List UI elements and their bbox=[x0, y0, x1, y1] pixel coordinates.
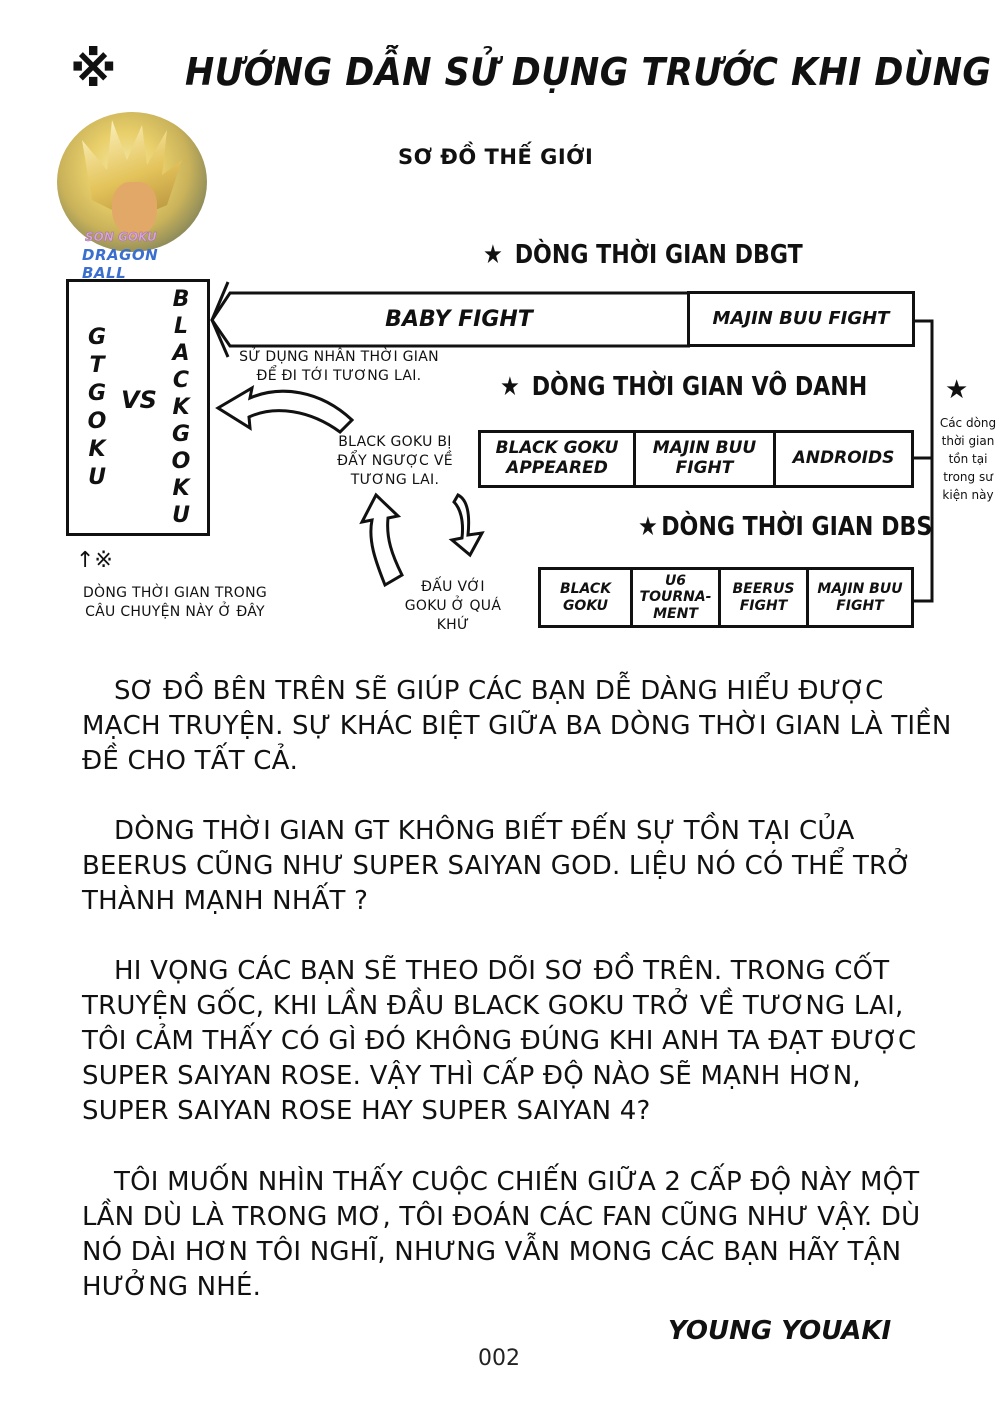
event-majin-buu-fight: MAJIN BUU FIGHT bbox=[817, 581, 903, 614]
body-paragraph-4: TÔI MUỐN NHÌN THẤY CUỘC CHIẾN GIỮA 2 CẤP ĐỘ NÀY MỘT LẦN DÙ LÀ TRONG MƠ, TÔI ĐOÁN CÁC FAN CŨNG NHƯ VẬY. DÙ NÓ DÀI HƠN TÔI NGHĨ, NHƯNG VẪN MONG CÁC BẠN HÃY TẬN HƯỞNG NHÉ. bbox=[82, 1167, 921, 1302]
body-paragraph-2: DÒNG THỜI GIAN GT KHÔNG BIẾT ĐẾN SỰ TỒN TẠI CỦA BEERUS CŨNG NHƯ SUPER SAIYAN GOD. LIỆU NÓ CÓ THỂ TRỞ THÀNH MẠNH NHẤT ? bbox=[82, 816, 912, 916]
timeline-dbgt-heading bbox=[483, 240, 803, 270]
timeline-dbs-label: DÒNG THỜI GIAN DBS bbox=[661, 512, 933, 542]
versus-left-label: G T G O K U bbox=[87, 325, 107, 490]
event-beerus-fight: BEERUS FIGHT bbox=[721, 570, 809, 625]
event-u6-tournament: U6 TOURNA-MENT bbox=[633, 570, 721, 625]
versus-label: VS bbox=[121, 386, 157, 414]
connector-bracket bbox=[914, 321, 932, 601]
story-marker-icon: ↑※ bbox=[76, 548, 113, 573]
event-black-goku: BLACK GOKU bbox=[541, 570, 633, 625]
event-majin-buu-fight: MAJIN BUU FIGHT bbox=[712, 307, 890, 329]
annotation-fight-past: ĐẤU VỚI GOKU Ở QUÁ KHỨ bbox=[404, 579, 502, 633]
event-baby-fight: BABY FIGHT bbox=[385, 307, 533, 332]
timeline-unnamed-heading bbox=[500, 372, 867, 402]
annotation-time-ring: SỬ DỤNG NHẪN THỜI GIAN ĐỂ ĐI TỚI TƯƠNG LAI. bbox=[239, 349, 439, 384]
body-paragraph-3: HI VỌNG CÁC BẠN SẼ THEO DÕI SƠ ĐỒ TRÊN. TRONG CỐT TRUYỆN GỐC, KHI LẦN ĐẦU BLACK GOKU TRỞ VỀ TƯƠNG LAI, TÔI CẢM THẤY CÓ GÌ ĐÓ KHÔNG ĐÚNG KHI ANH TA ĐẠT ĐƯỢC SUPER SAIYAN ROSE. VẬY THÌ CẤP ĐỘ NÀO SẼ MẠNH HƠN, SUPER SAIYAN ROSE HAY SUPER SAIYAN 4? bbox=[82, 956, 917, 1126]
logo-subtitle: SON GOKU bbox=[85, 230, 157, 244]
author-signature: YOUNG YOUAKI bbox=[668, 1316, 892, 1346]
timeline-unnamed-label: DÒNG THỜI GIAN VÔ DANH bbox=[531, 372, 868, 402]
logo-brand: DRAGON BALL bbox=[82, 246, 159, 282]
versus-box bbox=[66, 279, 210, 536]
event-majin-buu-fight: MAJIN BUU FIGHT bbox=[636, 433, 776, 485]
event-androids: ANDROIDS bbox=[792, 448, 895, 469]
timeline-unnamed-events bbox=[478, 430, 914, 488]
curved-arrow-down-icon bbox=[452, 495, 482, 555]
timeline-dbs-heading bbox=[638, 512, 932, 542]
world-map-title: SƠ ĐỒ THẾ GIỚI bbox=[398, 145, 594, 169]
body-paragraph-1: SƠ ĐỒ BÊN TRÊN SẼ GIÚP CÁC BẠN DỄ DÀNG HIỂU ĐƯỢC MẠCH TRUYỆN. SỰ KHÁC BIỆT GIỮA BA DÒNG THỜI GIAN LÀ TIỀN ĐỀ CHO TẤT CẢ. bbox=[82, 676, 952, 776]
star-icon: ★ bbox=[483, 240, 503, 270]
curved-arrow-up-icon bbox=[362, 495, 402, 585]
event-black-goku-appeared: BLACK GOKU APPEARED bbox=[481, 433, 636, 485]
side-note: Các dòng thời gian tồn tại trong sư kiện này bbox=[939, 416, 997, 502]
event-box-majin-buu-dbgt bbox=[687, 291, 915, 347]
timeline-dbgt-label: DÒNG THỜI GIAN DBGT bbox=[514, 240, 803, 270]
page-number: 002 bbox=[478, 1346, 520, 1371]
timeline-dbs-events bbox=[538, 567, 914, 628]
page-title: HƯỚNG DẪN SỬ DỤNG TRƯỚC KHI DÙNG bbox=[185, 50, 992, 94]
annotation-pushed-back: BLACK GOKU BỊ ĐẨY NGƯỢC VỀ TƯƠNG LAI. bbox=[337, 434, 453, 488]
annotation-story-timeline: DÒNG THỜI GIAN TRONG CÂU CHUYỆN NÀY Ở ĐÂY bbox=[82, 585, 268, 620]
reference-mark-icon: ※ bbox=[70, 42, 117, 98]
curved-arrow-left-icon bbox=[218, 388, 352, 432]
star-icon: ★ bbox=[638, 512, 658, 542]
star-icon: ★ bbox=[500, 372, 520, 402]
side-star-icon: ★ bbox=[945, 375, 969, 405]
versus-right-label: B L A C K G O K U bbox=[171, 287, 191, 528]
